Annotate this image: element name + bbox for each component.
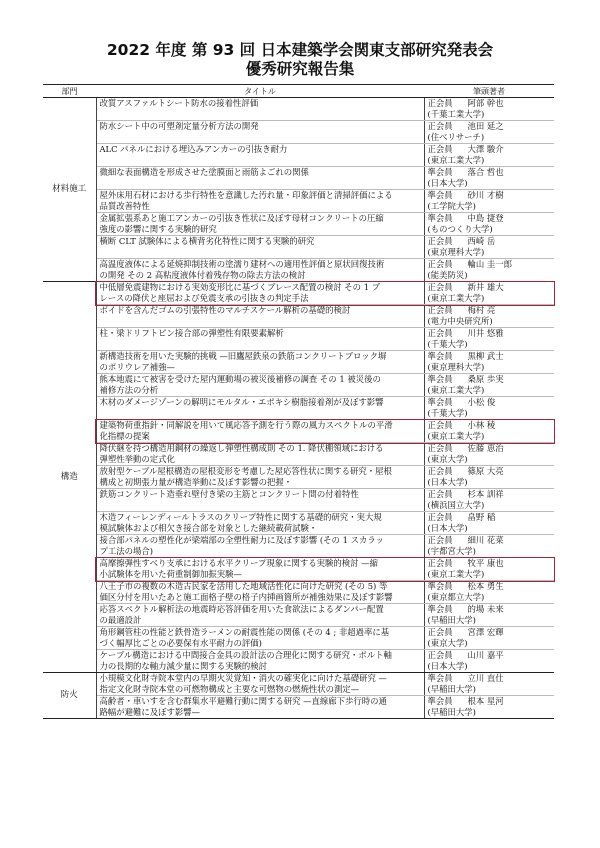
paper-title: [96, 305, 424, 328]
paper-title: [96, 489, 424, 512]
member-type: 準会員: [427, 397, 453, 407]
author-cell: [424, 236, 554, 259]
table-row: [43, 650, 554, 673]
table-row: [43, 328, 554, 351]
member-type: 正会員: [427, 558, 453, 568]
member-type: 正会員: [427, 512, 453, 522]
member-type: 正会員: [427, 121, 453, 131]
paper-title: [96, 259, 424, 282]
table-row: [43, 236, 554, 259]
author-cell: [424, 397, 554, 420]
member-type: 正会員: [427, 282, 453, 292]
author-cell: [424, 328, 554, 351]
table-row: [43, 466, 554, 489]
paper-title-line: 柱・梁ドリフトピン接合部の弾塑性有限要素解析: [99, 328, 284, 338]
paper-title: [96, 443, 424, 466]
author-affiliation: (東京理科大学): [427, 362, 485, 372]
paper-title-line: 金属拡張系あと施工アンカーの引抜き性状に及ぼす母材コンクリートの圧縮: [99, 213, 384, 223]
author-name: 砂川 才樹: [467, 190, 504, 200]
paper-title-line: 木材のダメージゾーンの解明にモルタル・エポキシ樹脂接着剤が及ぼす影響: [99, 397, 384, 407]
category-cell: 構造: [43, 282, 96, 673]
table-row: [43, 259, 554, 282]
paper-title-line: 屋外床用石材における歩行特性を意識した汚れ量・印象評価と清掃評価による: [99, 190, 393, 200]
author-name: 大澤 駿介: [467, 144, 504, 154]
author-affiliation: (千葉大学): [427, 408, 468, 418]
header-category: 部門: [43, 85, 96, 98]
paper-title-line: 新構造技術を用いた実験的挑戦 —旧鷹屋鉄泉の鉄筋コンクリートブロック塀: [99, 351, 387, 361]
table-row: [43, 190, 554, 213]
paper-title-line: 微細な表面構造を形成させた塗膜面と雨筋よごれの関係: [99, 167, 309, 177]
member-type: 正会員: [427, 420, 453, 430]
author-affiliation: (東京工業大学): [427, 155, 485, 165]
paper-title-line: 価区分付を用いたあと施工面格子壁の格子内挿画箇所が補強効果に及ぼす影響: [99, 592, 393, 602]
member-type: 正会員: [427, 144, 453, 154]
paper-title-line: 八王子市の複数の木造古民家を活用した地域活性化に向けた研究 (その 5) 等: [99, 581, 388, 591]
paper-title: [96, 98, 424, 121]
member-type: 正会員: [427, 443, 453, 453]
author-name: 篠原 大亮: [467, 466, 504, 476]
table-row: [43, 351, 554, 374]
paper-title-line: 補修方法の分析: [99, 385, 159, 395]
member-type: 正会員: [427, 259, 453, 269]
author-cell: [424, 420, 554, 443]
paper-title-line: 高温度液体による延焼抑制技術の塗濡り建材への適用性評価と原状回復技術: [99, 259, 385, 269]
category-cell: 材料施工: [43, 98, 96, 282]
paper-title-line: 模試験体および相欠き接合部を対象とした継続載荷試験・: [99, 523, 318, 533]
author-name: 阿部 幹也: [467, 98, 504, 108]
paper-title: [96, 144, 424, 167]
table-row: [43, 558, 554, 581]
paper-title-line: 弾塑性挙動の定式化: [99, 454, 175, 464]
paper-title-line: 鉄筋コンクリート造垂れ壁付き梁の主筋とコンクリート間の付着特性: [99, 489, 359, 499]
table-row: [43, 167, 554, 190]
author-name: 宮澤 宏輝: [467, 627, 504, 637]
paper-title-line: レースの降伏と座屈および免震支承の引抜きの判定手法: [99, 293, 309, 303]
paper-title: [96, 167, 424, 190]
author-affiliation: (東京大学): [427, 454, 468, 464]
paper-title-line: ALC パネルにおける埋込みアンカーの引抜き耐力: [99, 144, 288, 154]
member-type: 準会員: [427, 190, 453, 200]
paper-title-line: づく幅厚比ごとの必要保有水平耐力の評価): [99, 638, 262, 648]
paper-title-line: の最適設計: [99, 615, 142, 625]
header-row: [43, 85, 554, 98]
paper-title: [96, 581, 424, 604]
paper-title-line: 小規模文化財寺院本堂内の早期火災覚知・消火の確実化に向けた基礎研究 —: [99, 673, 387, 683]
paper-title-line: 指定文化財寺院本堂の可燃物構成と主要な可燃物の燃焼性状の測定—: [99, 684, 360, 694]
author-cell: [424, 259, 554, 282]
member-type: 準会員: [427, 673, 453, 683]
author-affiliation: (早稲田大学): [427, 615, 476, 625]
paper-title-line: 強度の影響に関する実験的研究: [99, 224, 217, 234]
member-type: 準会員: [427, 213, 453, 223]
author-affiliation: (早稲田大学): [427, 707, 476, 717]
table-row: [43, 305, 554, 328]
paper-title: [96, 236, 424, 259]
author-cell: [424, 627, 554, 650]
author-name: 黒柳 武士: [467, 351, 504, 361]
table-row: [43, 604, 554, 627]
paper-title: [96, 328, 424, 351]
member-type: 正会員: [427, 328, 453, 338]
member-type: 準会員: [427, 696, 453, 706]
paper-title-line: 降伏継を持つ構造用鋼材の繰返し弾塑性構成則 その 1. 降伏棚領域における: [99, 443, 384, 453]
author-affiliation: (千葉工業大学): [427, 109, 485, 119]
paper-title: [96, 466, 424, 489]
paper-title: [96, 650, 424, 673]
member-type: 準会員: [427, 167, 453, 177]
author-name: 山川 嘉平: [467, 650, 504, 660]
paper-title-line: 力の長期的な軸力減少量に関する実験的検討: [99, 661, 267, 671]
paper-title: [96, 673, 424, 696]
member-type: 準会員: [427, 374, 453, 384]
author-name: 新井 雄大: [467, 282, 504, 292]
table-row: [43, 581, 554, 604]
paper-title-line: 建築物荷重指針・同解説を用いて風応答予測を行う際の風力スペクトルの平滑: [99, 420, 393, 430]
author-cell: [424, 558, 554, 581]
author-affiliation: (千葉大学): [427, 339, 468, 349]
member-type: 準会員: [427, 581, 453, 591]
author-name: 牧平 康也: [467, 558, 504, 568]
author-name: 松本 勇生: [467, 581, 504, 591]
author-name: 落合 哲也: [467, 167, 504, 177]
paper-title-line: 改質アスファルトシート防水の接着性評価: [99, 98, 259, 108]
paper-title: [96, 397, 424, 420]
author-name: 佐藤 恵治: [467, 443, 504, 453]
author-cell: [424, 190, 554, 213]
table-row: [43, 282, 554, 305]
member-type: 正会員: [427, 627, 453, 637]
author-name: 桑原 歩実: [467, 374, 504, 384]
author-cell: [424, 351, 554, 374]
author-cell: [424, 604, 554, 627]
author-cell: [424, 374, 554, 397]
paper-title-line: 接合部パネルの塑性化が梁端部の全塑性耐力に及ぼす影響 (その 1 スカラッ: [99, 535, 384, 545]
table-row: [43, 443, 554, 466]
paper-title: [96, 604, 424, 627]
header-title: タイトル: [96, 85, 424, 98]
table-row: [43, 627, 554, 650]
paper-title-line: 高摩擦弾性すべり支承における水平クリープ現象に関する実験的検討 —縮: [99, 558, 378, 568]
author-name: 小林 稜: [467, 420, 496, 430]
paper-title-line: 防水シート中の可塑剤定量分析方法の開発: [99, 121, 259, 131]
table-row: [43, 144, 554, 167]
author-cell: [424, 696, 554, 719]
author-affiliation: (能美防災): [427, 270, 468, 280]
paper-title-line: 品質改善特性: [99, 201, 150, 211]
table-row: [43, 374, 554, 397]
author-affiliation: (東京都立大学): [427, 592, 485, 602]
paper-title-line: プ工法の場合): [99, 546, 154, 556]
author-cell: [424, 535, 554, 558]
author-cell: [424, 466, 554, 489]
member-type: 準会員: [427, 351, 453, 361]
author-affiliation: (ものつくり大学): [427, 224, 493, 234]
table-row: [43, 696, 554, 719]
paper-title-line: ボイドを含んだゴムの引張特性のマルチスケール解析の基礎的検討: [99, 305, 351, 315]
member-type: 正会員: [427, 535, 453, 545]
author-cell: [424, 581, 554, 604]
author-name: 畠野 稲: [467, 512, 496, 522]
paper-title-line: の開発 その 2 高粘度液体付着残存物の除去方法の検討: [99, 270, 306, 280]
paper-title-line: 木造フィーレンディールトラスのクリープ特性に関する基礎的研究・実大規: [99, 512, 382, 522]
author-affiliation: (日本大学): [427, 178, 468, 188]
paper-title-line: 構成と初期張力量が構造挙動に及ぼす影響の把握・: [99, 477, 293, 487]
author-cell: [424, 98, 554, 121]
paper-title-line: 角形鋼管柱の性能と鉄骨造ラーメンの耐震性能の関係 (その 4 ; 非超過率に基: [99, 627, 390, 637]
paper-title: [96, 627, 424, 650]
author-affiliation: (東京大学): [427, 638, 468, 648]
paper-title-line: 放射型ケーブル屋根構造の屋根変形を考慮した屋応答性状に関する研究・屋根: [99, 466, 392, 476]
table-row: [43, 397, 554, 420]
paper-title-line: 化指標の提案: [99, 431, 150, 441]
author-name: 輪山 圭一郎: [467, 259, 513, 269]
author-cell: [424, 144, 554, 167]
author-name: 立川 直仕: [467, 673, 504, 683]
paper-title-line: 高齢者・車いすを含む群集水平避難行動に関する研究 —直線廊下歩行時の通: [99, 696, 387, 706]
table-row: [43, 489, 554, 512]
category-cell: 防火: [43, 673, 96, 719]
paper-title: [96, 696, 424, 719]
award-table: [43, 84, 554, 719]
author-cell: [424, 213, 554, 236]
member-type: 正会員: [427, 489, 453, 499]
author-affiliation: (東京工業大学): [427, 293, 485, 303]
member-type: 正会員: [427, 305, 453, 315]
table-row: [43, 213, 554, 236]
document-subtitle: 優秀研究報告集: [245, 60, 355, 78]
author-cell: [424, 489, 554, 512]
member-type: 準会員: [427, 604, 453, 614]
author-affiliation: (日本大学): [427, 477, 468, 487]
paper-title: [96, 420, 424, 443]
paper-title: [96, 351, 424, 374]
author-name: 細川 花菜: [467, 535, 504, 545]
author-cell: [424, 650, 554, 673]
author-name: 川井 悠雅: [467, 328, 504, 338]
author-affiliation: (横浜国立大学): [427, 500, 485, 510]
paper-title: [96, 190, 424, 213]
paper-title-line: 小試験体を用いた荷重制御加振実験—: [99, 569, 242, 579]
paper-title-line: 応答スペクトル解析法の地震時応答評価を用いた食欲法によるダンパー配置: [99, 604, 384, 614]
paper-title: [96, 535, 424, 558]
paper-title-line: 熊本地震にて被害を受けた屋内運動場の被災後補修の調査 その 1 被災後の: [99, 374, 381, 384]
member-type: 正会員: [427, 466, 453, 476]
member-type: 正会員: [427, 98, 453, 108]
author-name: 中島 捷登: [467, 213, 504, 223]
author-cell: [424, 305, 554, 328]
paper-title-line: のポリウレア補強—: [99, 362, 175, 372]
header-author: 筆頭著者: [424, 85, 554, 98]
author-name: 西崎 岳: [467, 236, 496, 246]
paper-title-line: 横断 CLT 試験体による横背劣化特性に関する実験的研究: [99, 236, 315, 246]
document-title: 2022 年度 第 93 回 日本建築学会関東支部研究発表会: [106, 41, 494, 59]
author-affiliation: (日本大学): [427, 523, 468, 533]
author-name: 根本 星河: [467, 696, 504, 706]
table-row: [43, 673, 554, 696]
paper-title: [96, 121, 424, 144]
paper-title: [96, 282, 424, 305]
author-affiliation: (東京工業大学): [427, 385, 485, 395]
paper-title-line: 中低層免震建物における実効変形比に基づくブレース配置の検討 その 1 ブ: [99, 282, 381, 292]
table-row: [43, 535, 554, 558]
author-cell: [424, 282, 554, 305]
author-name: 杉本 訓祥: [467, 489, 504, 499]
author-cell: [424, 443, 554, 466]
author-name: 的場 未来: [467, 604, 504, 614]
author-name: 小松 俊: [467, 397, 496, 407]
author-affiliation: (早稲田大学): [427, 684, 476, 694]
paper-title: [96, 374, 424, 397]
author-cell: [424, 673, 554, 696]
author-affiliation: (日本大学): [427, 661, 468, 671]
author-name: 梅村 亮: [467, 305, 496, 315]
author-affiliation: (住べリサーチ): [427, 132, 485, 142]
author-cell: [424, 121, 554, 144]
member-type: 正会員: [427, 236, 453, 246]
table-row: [43, 121, 554, 144]
paper-title-line: ケーブル構造における中間接合金具の設計法の合理化に関する研究・ボルト軸: [99, 650, 392, 660]
member-type: 正会員: [427, 650, 453, 660]
author-affiliation: (東京工業大学): [427, 569, 485, 579]
paper-title: [96, 558, 424, 581]
author-name: 池田 延之: [467, 121, 504, 131]
paper-title-line: 路幅が避難に及ぼす影響—: [99, 707, 200, 717]
table-row: [43, 98, 554, 121]
author-affiliation: (電力中央研究所): [427, 316, 493, 326]
author-affiliation: (宇都宮大学): [427, 546, 476, 556]
paper-title: [96, 213, 424, 236]
author-cell: [424, 167, 554, 190]
author-cell: [424, 512, 554, 535]
author-affiliation: (東京理科大学): [427, 247, 485, 257]
author-affiliation: (東京工業大学): [427, 431, 485, 441]
table-row: [43, 512, 554, 535]
table-row: [43, 420, 554, 443]
author-affiliation: (工学院大学): [427, 201, 476, 211]
paper-title: [96, 512, 424, 535]
